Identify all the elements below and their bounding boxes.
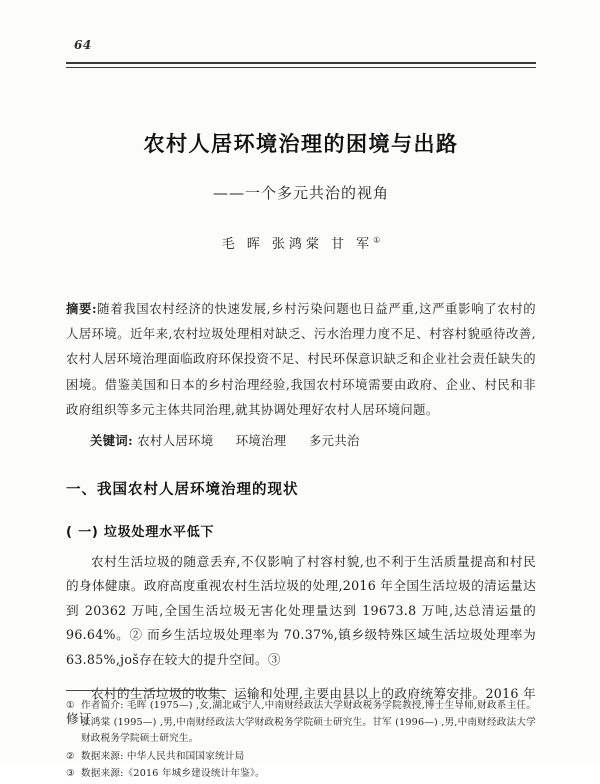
footnote-item [66,766,536,783]
footnote-text: 作者简介: 毛晖 (1975—) ,女,湖北咸宁人,中南财经政法大学财政税务学院教授,博士生导师,财政系主任。张鸿棠 (1995—) ,男,中南财经政法大学财政税务学院硕士研究生。甘军 (1996—) ,男,中南财经政法大学财政税务学院硕士研究生。 [81,700,536,744]
article-body [66,80,536,731]
footnote-marker: ② [66,750,75,762]
keyword-item: 农村人居环境 [137,434,214,449]
abstract-text: 随着我国农村经济的快速发展,乡村污染问题也日益严重,这严重影响了农村的人居环境。近年来,农村垃圾处理相对缺乏、污水治理力度不足、村容村貌亟待改善,农村人居环境治理面临政府环保投资不足、村民环保意识缺乏和企业社会责任缺失的困境。借鉴美国和日本的乡村治理经验,我国农村环境需要由政府、企业、村民和非政府组织等多元主体共同治理,就其协调处理好农村人居环境问题。 [66,302,536,417]
keywords-items [137,434,377,448]
footnote-item [66,749,536,766]
body-paragraph: 农村的生活垃圾的收集、运输和处理,主要由县以上的政府统筹安排。2016 年修订 [66,686,536,726]
abstract-block [66,296,536,423]
section-heading-1: 一、我国农村人居环境治理的现状 [66,481,299,498]
keyword-item: 多元共治 [308,434,360,449]
keywords-label: 关键词: [90,433,134,449]
footnote-text: 数据来源:《2016 年城乡建设统计年鉴》。 [81,768,265,779]
footnote-block [66,698,536,784]
authors-footnote-marker: ① [373,235,381,245]
article-title: 农村人居环境治理的困境与出路 [143,131,459,156]
footnote-separator [66,690,226,691]
authors-names: 毛 晖 张鸿棠 甘 军 [221,237,374,252]
page-number: 64 [74,38,92,52]
footnote-marker: ① [66,700,75,711]
abstract-label: 摘要: [66,301,97,316]
header-rule-thick [66,62,536,64]
footnote-text: 数据来源: 中华人民共和国国家统计局 [81,750,245,762]
footnote-marker: ③ [66,768,75,779]
article-subtitle: ——一个多元共治的视角 [212,184,389,202]
keyword-item: 环境治理 [235,434,287,449]
section-heading-2: ( 一) 垃圾处理水平低下 [66,524,215,540]
body-paragraph: 农村生活垃圾的随意丢弃,不仅影响了村容村貌,也不利于生活质量提高和村民的身体健康。政府高度重视农村生活垃圾的处理,2016 年全国生活垃圾的清运量达到 20362 万吨,全国生活垃圾无害化处理量达到 19673.8 万吨,达总清运量的 96.64%。② 而乡生活垃圾处理率为 70.37%,镇乡级特殊区域生活垃圾处理率为 63.85%,još存在较大的提升空间。③ [66,553,536,667]
article-authors [66,233,536,252]
header-rule-thin [66,67,536,68]
footnote-item [66,698,536,748]
keywords-block [66,429,536,454]
